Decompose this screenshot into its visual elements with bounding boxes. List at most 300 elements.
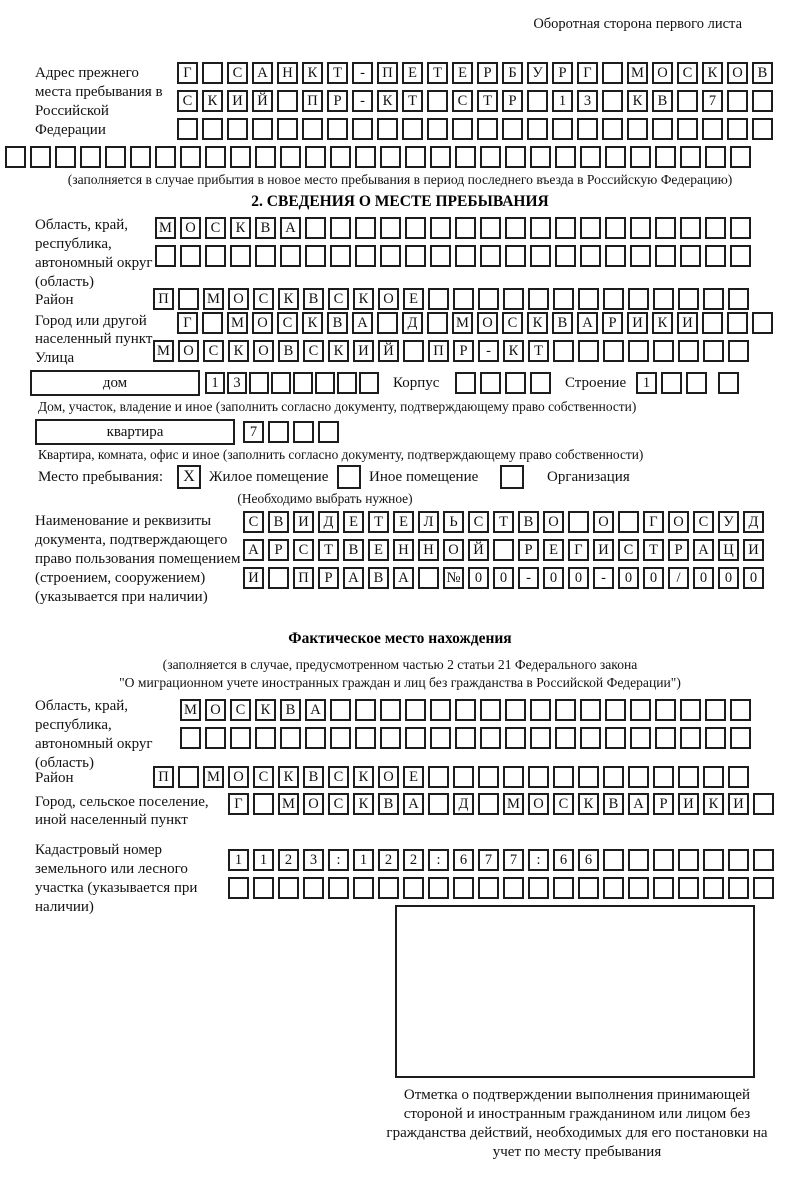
char-cell[interactable]: М — [155, 217, 176, 239]
char-cell[interactable]: / — [668, 567, 689, 589]
char-cell[interactable]: С — [468, 511, 489, 533]
char-cell[interactable]: И — [243, 567, 264, 589]
char-cell[interactable] — [180, 146, 201, 168]
char-cell[interactable] — [680, 217, 701, 239]
char-cell[interactable] — [727, 118, 748, 140]
char-cell[interactable] — [628, 877, 649, 899]
char-cell[interactable]: Т — [528, 340, 549, 362]
char-cell[interactable]: С — [253, 288, 274, 310]
char-cell[interactable] — [480, 372, 501, 394]
char-cell[interactable] — [727, 312, 748, 334]
char-cell[interactable]: Д — [402, 312, 423, 334]
char-cell[interactable] — [430, 699, 451, 721]
char-cell[interactable]: К — [302, 62, 323, 84]
char-cell[interactable]: С — [243, 511, 264, 533]
char-cell[interactable]: М — [278, 793, 299, 815]
char-cell[interactable] — [255, 727, 276, 749]
char-cell[interactable] — [503, 766, 524, 788]
char-cell[interactable]: П — [428, 340, 449, 362]
char-cell[interactable] — [602, 90, 623, 112]
char-cell[interactable] — [727, 90, 748, 112]
char-cell[interactable] — [330, 727, 351, 749]
char-cell[interactable] — [730, 245, 751, 267]
char-cell[interactable] — [627, 118, 648, 140]
char-cell[interactable]: Н — [418, 539, 439, 561]
char-cell[interactable]: М — [227, 312, 248, 334]
char-cell[interactable] — [678, 849, 699, 871]
char-cell[interactable] — [752, 118, 773, 140]
char-cell[interactable] — [177, 118, 198, 140]
char-cell[interactable] — [202, 62, 223, 84]
char-cell[interactable]: В — [327, 312, 348, 334]
char-cell[interactable]: О — [443, 539, 464, 561]
char-cell[interactable] — [728, 877, 749, 899]
char-cell[interactable] — [405, 245, 426, 267]
char-cell[interactable]: В — [652, 90, 673, 112]
char-cell[interactable] — [653, 340, 674, 362]
char-cell[interactable]: Г — [577, 62, 598, 84]
char-cell[interactable] — [680, 146, 701, 168]
char-cell[interactable] — [480, 146, 501, 168]
char-cell[interactable] — [730, 146, 751, 168]
char-cell[interactable] — [271, 372, 291, 394]
char-cell[interactable]: П — [302, 90, 323, 112]
char-cell[interactable]: К — [353, 766, 374, 788]
char-cell[interactable] — [505, 245, 526, 267]
char-cell[interactable]: П — [153, 766, 174, 788]
char-cell[interactable] — [655, 727, 676, 749]
char-cell[interactable] — [753, 849, 774, 871]
char-cell[interactable] — [527, 118, 548, 140]
char-cell[interactable]: О — [252, 312, 273, 334]
char-cell[interactable]: 6 — [553, 849, 574, 871]
char-cell[interactable] — [577, 118, 598, 140]
char-cell[interactable]: В — [303, 288, 324, 310]
char-cell[interactable]: К — [353, 793, 374, 815]
char-cell[interactable]: И — [743, 539, 764, 561]
char-cell[interactable]: Т — [327, 62, 348, 84]
char-cell[interactable]: К — [703, 793, 724, 815]
char-cell[interactable]: Е — [343, 511, 364, 533]
char-cell[interactable] — [359, 372, 379, 394]
char-cell[interactable]: В — [303, 766, 324, 788]
char-cell[interactable]: 6 — [453, 849, 474, 871]
char-cell[interactable] — [628, 340, 649, 362]
char-cell[interactable] — [730, 217, 751, 239]
char-cell[interactable] — [605, 699, 626, 721]
char-cell[interactable] — [605, 146, 626, 168]
char-cell[interactable] — [655, 146, 676, 168]
char-cell[interactable]: 0 — [618, 567, 639, 589]
char-cell[interactable]: К — [230, 217, 251, 239]
char-cell[interactable] — [655, 217, 676, 239]
char-cell[interactable]: 0 — [568, 567, 589, 589]
char-cell[interactable]: А — [352, 312, 373, 334]
char-cell[interactable]: Т — [427, 62, 448, 84]
char-cell[interactable]: В — [368, 567, 389, 589]
char-cell[interactable] — [280, 727, 301, 749]
char-cell[interactable]: - — [518, 567, 539, 589]
char-cell[interactable] — [602, 62, 623, 84]
stay-option-residential-checkbox[interactable]: X — [177, 465, 201, 489]
char-cell[interactable] — [202, 312, 223, 334]
char-cell[interactable]: К — [202, 90, 223, 112]
char-cell[interactable]: С — [227, 62, 248, 84]
char-cell[interactable]: С — [277, 312, 298, 334]
char-cell[interactable] — [280, 245, 301, 267]
char-cell[interactable]: С — [230, 699, 251, 721]
char-cell[interactable] — [230, 245, 251, 267]
char-cell[interactable]: 1 — [636, 372, 657, 394]
char-cell[interactable] — [355, 245, 376, 267]
char-cell[interactable] — [728, 288, 749, 310]
char-cell[interactable] — [293, 372, 313, 394]
char-cell[interactable]: Е — [368, 539, 389, 561]
char-cell[interactable]: О — [668, 511, 689, 533]
char-cell[interactable]: С — [452, 90, 473, 112]
char-cell[interactable] — [477, 118, 498, 140]
char-cell[interactable] — [430, 146, 451, 168]
char-cell[interactable]: М — [153, 340, 174, 362]
char-cell[interactable] — [178, 288, 199, 310]
char-cell[interactable] — [630, 699, 651, 721]
char-cell[interactable] — [603, 877, 624, 899]
char-cell[interactable]: В — [518, 511, 539, 533]
char-cell[interactable] — [155, 146, 176, 168]
char-cell[interactable]: Т — [493, 511, 514, 533]
char-cell[interactable]: М — [452, 312, 473, 334]
char-cell[interactable] — [530, 245, 551, 267]
char-cell[interactable] — [661, 372, 682, 394]
char-cell[interactable] — [655, 245, 676, 267]
char-cell[interactable] — [380, 727, 401, 749]
char-cell[interactable]: В — [603, 793, 624, 815]
char-cell[interactable] — [703, 340, 724, 362]
char-cell[interactable] — [403, 340, 424, 362]
char-cell[interactable]: Р — [602, 312, 623, 334]
char-cell[interactable] — [252, 118, 273, 140]
char-cell[interactable] — [678, 877, 699, 899]
char-cell[interactable] — [430, 727, 451, 749]
char-cell[interactable] — [553, 877, 574, 899]
char-cell[interactable] — [728, 340, 749, 362]
char-cell[interactable] — [355, 217, 376, 239]
char-cell[interactable] — [618, 511, 639, 533]
char-cell[interactable] — [505, 727, 526, 749]
char-cell[interactable]: С — [205, 217, 226, 239]
char-cell[interactable] — [455, 217, 476, 239]
char-cell[interactable]: О — [528, 793, 549, 815]
char-cell[interactable] — [255, 146, 276, 168]
char-cell[interactable]: П — [293, 567, 314, 589]
char-cell[interactable] — [628, 849, 649, 871]
char-cell[interactable] — [580, 727, 601, 749]
char-cell[interactable] — [455, 727, 476, 749]
char-cell[interactable] — [603, 288, 624, 310]
char-cell[interactable] — [315, 372, 335, 394]
char-cell[interactable] — [705, 699, 726, 721]
char-cell[interactable]: Р — [318, 567, 339, 589]
char-cell[interactable] — [578, 877, 599, 899]
char-cell[interactable] — [528, 288, 549, 310]
char-cell[interactable]: С — [328, 288, 349, 310]
char-cell[interactable] — [568, 511, 589, 533]
char-cell[interactable]: Й — [252, 90, 273, 112]
char-cell[interactable] — [455, 372, 476, 394]
char-cell[interactable]: С — [203, 340, 224, 362]
char-cell[interactable]: К — [503, 340, 524, 362]
char-cell[interactable] — [530, 699, 551, 721]
char-cell[interactable] — [555, 217, 576, 239]
char-cell[interactable]: - — [352, 62, 373, 84]
char-cell[interactable] — [478, 877, 499, 899]
char-cell[interactable] — [553, 288, 574, 310]
char-cell[interactable]: А — [280, 217, 301, 239]
char-cell[interactable]: И — [293, 511, 314, 533]
char-cell[interactable] — [352, 118, 373, 140]
char-cell[interactable]: О — [727, 62, 748, 84]
char-cell[interactable] — [305, 727, 326, 749]
char-cell[interactable] — [178, 766, 199, 788]
char-cell[interactable]: 7 — [478, 849, 499, 871]
char-cell[interactable]: 3 — [303, 849, 324, 871]
char-cell[interactable] — [527, 90, 548, 112]
char-cell[interactable]: Е — [402, 62, 423, 84]
char-cell[interactable]: А — [243, 539, 264, 561]
char-cell[interactable] — [355, 727, 376, 749]
char-cell[interactable] — [553, 340, 574, 362]
char-cell[interactable]: В — [343, 539, 364, 561]
char-cell[interactable] — [530, 217, 551, 239]
char-cell[interactable]: Е — [403, 288, 424, 310]
char-cell[interactable]: П — [153, 288, 174, 310]
char-cell[interactable] — [578, 288, 599, 310]
char-cell[interactable] — [430, 217, 451, 239]
char-cell[interactable]: Г — [177, 312, 198, 334]
char-cell[interactable] — [378, 877, 399, 899]
char-cell[interactable]: У — [527, 62, 548, 84]
char-cell[interactable] — [380, 217, 401, 239]
char-cell[interactable] — [505, 372, 526, 394]
char-cell[interactable] — [752, 312, 773, 334]
char-cell[interactable]: 0 — [693, 567, 714, 589]
char-cell[interactable] — [480, 245, 501, 267]
char-cell[interactable]: А — [305, 699, 326, 721]
char-cell[interactable] — [728, 849, 749, 871]
char-cell[interactable] — [427, 118, 448, 140]
char-cell[interactable]: Д — [453, 793, 474, 815]
char-cell[interactable] — [377, 312, 398, 334]
char-cell[interactable] — [655, 699, 676, 721]
char-cell[interactable]: 0 — [718, 567, 739, 589]
char-cell[interactable] — [405, 727, 426, 749]
char-cell[interactable]: К — [377, 90, 398, 112]
char-cell[interactable] — [202, 118, 223, 140]
char-cell[interactable] — [605, 727, 626, 749]
char-cell[interactable]: Й — [378, 340, 399, 362]
char-cell[interactable] — [705, 727, 726, 749]
char-cell[interactable] — [268, 567, 289, 589]
char-cell[interactable] — [493, 539, 514, 561]
char-cell[interactable]: 0 — [643, 567, 664, 589]
char-cell[interactable]: К — [627, 90, 648, 112]
char-cell[interactable] — [249, 372, 269, 394]
char-cell[interactable]: О — [378, 766, 399, 788]
char-cell[interactable] — [427, 312, 448, 334]
char-cell[interactable] — [686, 372, 707, 394]
char-cell[interactable] — [452, 118, 473, 140]
char-cell[interactable] — [455, 699, 476, 721]
char-cell[interactable]: : — [428, 849, 449, 871]
char-cell[interactable]: И — [627, 312, 648, 334]
char-cell[interactable] — [555, 146, 576, 168]
char-cell[interactable]: 6 — [578, 849, 599, 871]
char-cell[interactable] — [230, 146, 251, 168]
char-cell[interactable]: К — [278, 766, 299, 788]
char-cell[interactable] — [603, 766, 624, 788]
char-cell[interactable]: Н — [277, 62, 298, 84]
char-cell[interactable] — [555, 727, 576, 749]
char-cell[interactable]: 3 — [227, 372, 247, 394]
char-cell[interactable]: 1 — [253, 849, 274, 871]
char-cell[interactable]: И — [353, 340, 374, 362]
char-cell[interactable] — [205, 727, 226, 749]
char-cell[interactable]: К — [652, 312, 673, 334]
char-cell[interactable] — [530, 727, 551, 749]
char-cell[interactable] — [503, 877, 524, 899]
char-cell[interactable] — [528, 877, 549, 899]
char-cell[interactable] — [453, 877, 474, 899]
char-cell[interactable] — [703, 849, 724, 871]
char-cell[interactable]: 0 — [468, 567, 489, 589]
char-cell[interactable]: С — [618, 539, 639, 561]
char-cell[interactable]: С — [677, 62, 698, 84]
char-cell[interactable] — [330, 217, 351, 239]
char-cell[interactable]: А — [403, 793, 424, 815]
char-cell[interactable] — [628, 288, 649, 310]
char-cell[interactable]: О — [477, 312, 498, 334]
char-cell[interactable] — [303, 877, 324, 899]
char-cell[interactable]: - — [593, 567, 614, 589]
char-cell[interactable]: О — [543, 511, 564, 533]
char-cell[interactable] — [337, 372, 357, 394]
char-cell[interactable] — [753, 877, 774, 899]
char-cell[interactable] — [428, 288, 449, 310]
char-cell[interactable]: М — [627, 62, 648, 84]
char-cell[interactable] — [55, 146, 76, 168]
char-cell[interactable] — [580, 217, 601, 239]
char-cell[interactable] — [330, 146, 351, 168]
char-cell[interactable]: О — [593, 511, 614, 533]
char-cell[interactable] — [630, 727, 651, 749]
char-cell[interactable] — [728, 766, 749, 788]
char-cell[interactable] — [730, 727, 751, 749]
char-cell[interactable]: О — [378, 288, 399, 310]
char-cell[interactable]: С — [303, 340, 324, 362]
char-cell[interactable]: М — [203, 288, 224, 310]
char-cell[interactable]: Р — [552, 62, 573, 84]
char-cell[interactable] — [730, 699, 751, 721]
char-cell[interactable] — [478, 766, 499, 788]
char-cell[interactable]: А — [628, 793, 649, 815]
char-cell[interactable] — [555, 699, 576, 721]
char-cell[interactable] — [427, 90, 448, 112]
char-cell[interactable]: Р — [653, 793, 674, 815]
char-cell[interactable]: А — [393, 567, 414, 589]
char-cell[interactable]: Л — [418, 511, 439, 533]
char-cell[interactable]: В — [378, 793, 399, 815]
char-cell[interactable]: О — [178, 340, 199, 362]
char-cell[interactable]: 2 — [378, 849, 399, 871]
char-cell[interactable] — [355, 699, 376, 721]
char-cell[interactable]: Ц — [718, 539, 739, 561]
char-cell[interactable]: О — [303, 793, 324, 815]
char-cell[interactable]: А — [343, 567, 364, 589]
char-cell[interactable] — [703, 877, 724, 899]
char-cell[interactable] — [353, 877, 374, 899]
char-cell[interactable] — [280, 146, 301, 168]
char-cell[interactable] — [380, 699, 401, 721]
char-cell[interactable] — [418, 567, 439, 589]
char-cell[interactable]: Р — [268, 539, 289, 561]
char-cell[interactable] — [330, 699, 351, 721]
stay-option-organization-checkbox[interactable] — [500, 465, 524, 489]
char-cell[interactable] — [530, 372, 551, 394]
char-cell[interactable] — [603, 340, 624, 362]
char-cell[interactable] — [752, 90, 773, 112]
char-cell[interactable]: Е — [393, 511, 414, 533]
char-cell[interactable] — [753, 793, 774, 815]
char-cell[interactable]: О — [180, 217, 201, 239]
char-cell[interactable] — [705, 146, 726, 168]
char-cell[interactable] — [530, 146, 551, 168]
char-cell[interactable] — [155, 245, 176, 267]
char-cell[interactable]: У — [718, 511, 739, 533]
char-cell[interactable] — [453, 766, 474, 788]
char-cell[interactable] — [553, 766, 574, 788]
char-cell[interactable] — [653, 877, 674, 899]
char-cell[interactable]: С — [293, 539, 314, 561]
char-cell[interactable] — [205, 146, 226, 168]
char-cell[interactable]: М — [203, 766, 224, 788]
char-cell[interactable] — [605, 245, 626, 267]
char-cell[interactable]: 0 — [743, 567, 764, 589]
char-cell[interactable] — [428, 766, 449, 788]
char-cell[interactable]: Т — [368, 511, 389, 533]
char-cell[interactable]: 1 — [353, 849, 374, 871]
char-cell[interactable]: Г — [228, 793, 249, 815]
char-cell[interactable] — [705, 217, 726, 239]
char-cell[interactable]: К — [302, 312, 323, 334]
char-cell[interactable]: К — [255, 699, 276, 721]
char-cell[interactable] — [705, 245, 726, 267]
char-cell[interactable]: 2 — [403, 849, 424, 871]
char-cell[interactable]: Г — [177, 62, 198, 84]
char-cell[interactable]: С — [553, 793, 574, 815]
char-cell[interactable] — [628, 766, 649, 788]
char-cell[interactable]: А — [252, 62, 273, 84]
char-cell[interactable] — [552, 118, 573, 140]
char-cell[interactable]: № — [443, 567, 464, 589]
char-cell[interactable] — [528, 766, 549, 788]
char-cell[interactable]: Д — [318, 511, 339, 533]
char-cell[interactable] — [677, 90, 698, 112]
char-cell[interactable] — [505, 217, 526, 239]
char-cell[interactable]: 0 — [543, 567, 564, 589]
char-cell[interactable] — [130, 146, 151, 168]
char-cell[interactable]: К — [527, 312, 548, 334]
char-cell[interactable]: 0 — [493, 567, 514, 589]
